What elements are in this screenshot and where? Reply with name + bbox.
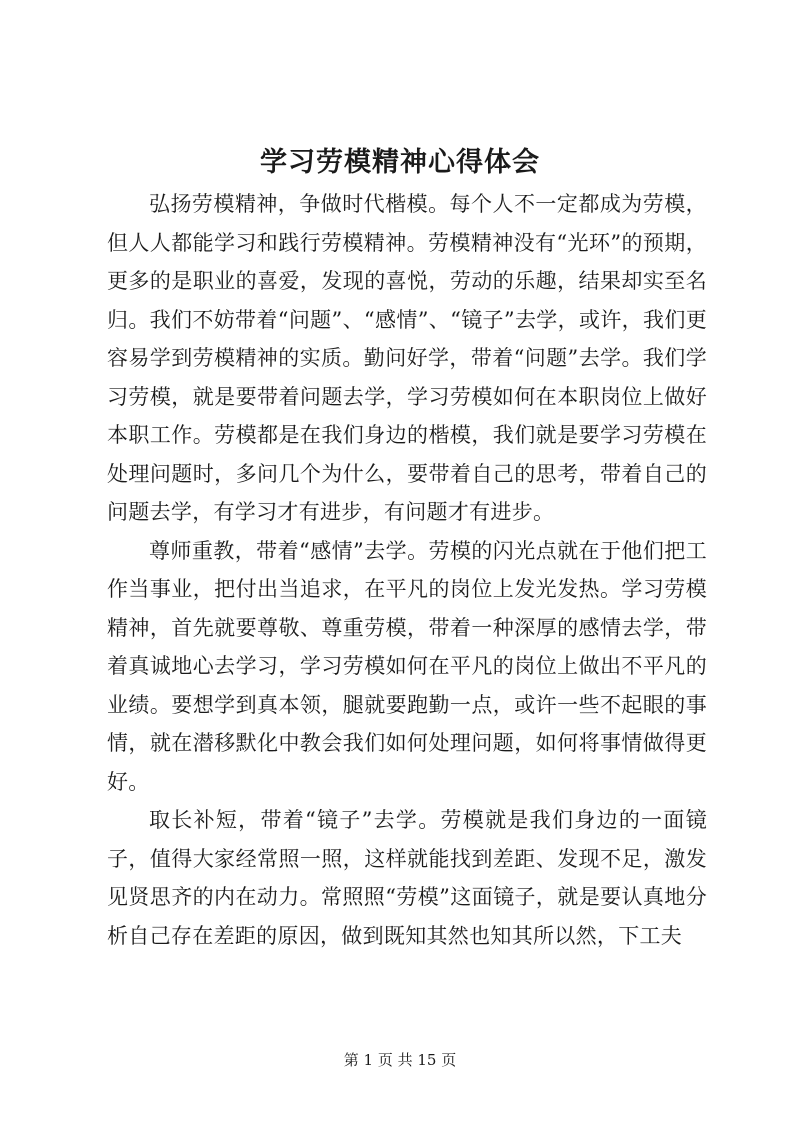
paragraph-2: 尊师重教，带着“感情”去学。劳模的闪光点就在于他们把工作当事业，把付出当追求，在平凡的岗位上发光发热。学习劳模精神，首先就要尊敬、尊重劳模，带着一种深厚的感情去学，带着真诚地心去学习，学习劳模如何在平凡的岗位上做出不平凡的业绩。要想学到真本领，腿就要跑勤一点，或许一些不起眼的事情，就在潜移默化中教会我们如何处理问题，如何将事情做得更好。 bbox=[107, 538, 707, 794]
paragraph-1: 弘扬劳模精神，争做时代楷模。每个人不一定都成为劳模，但人人都能学习和践行劳模精神。劳模精神没有“光环”的预期，更多的是职业的喜爱，发现的喜悦，劳动的乐趣，结果却实至名归。我们不妨带着“问题”、“感情”、“镜子”去学，或许，我们更容易学到劳模精神的实质。勤问好学，带着“问题”去学。我们学习劳模，就是要带着问题去学，学习劳模如何在本职岗位上做好本职工作。劳模都是在我们身边的楷模，我们就是要学习劳模在处理问题时，多问几个为什么，要带着自己的思考，带着自己的问题去学，有学习才有进步，有问题才有进步。 bbox=[107, 192, 707, 524]
paragraph-3: 取长补短，带着“镜子”去学。劳模就是我们身边的一面镜子，值得大家经常照一照，这样就能找到差距、发现不足，激发见贤思齐的内在动力。常照照“劳模”这面镜子，就是要认真地分析自己存在差距的原因，做到既知其然也知其所以然，下工夫 bbox=[107, 808, 707, 948]
document-body bbox=[107, 185, 707, 955]
page-footer: 第 1 页 共 15 页 bbox=[343, 1051, 457, 1069]
document-title: 学习劳模精神心得体会 bbox=[260, 147, 540, 178]
